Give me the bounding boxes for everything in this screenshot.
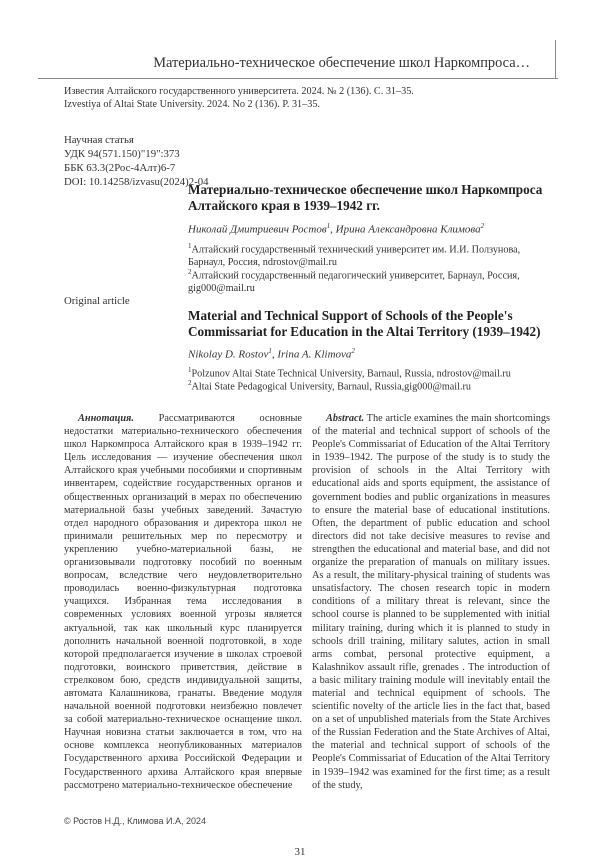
doi: DOI: 10.14258/izvasu(2024)2-04 bbox=[64, 176, 209, 188]
udc-code: УДК 94(571.150)"19":373 bbox=[64, 148, 180, 160]
ru-aff1-sup: 1 bbox=[188, 242, 192, 250]
journal-citation bbox=[64, 85, 414, 111]
en-aff1-sup: 1 bbox=[188, 366, 192, 374]
ru-title: Материально-техническое обеспечение школ Наркомпроса Алтайского края в 1939–1942 гг. bbox=[188, 182, 543, 213]
abstract-en-text: The article examines the main shortcomings of the material and technical support of schools of the People's Commissariat of Education of the Altai Territory in 1939–1942. The purpose of the study is to study the provision of schools in the Altai Territory with educational aids and sports equipment, the assistance of government bodies and public organizations in measures to ensure the material base of educational institutions. Often, the department of public education and school directors did not take decisive measures to revise and strengthen the educational and material base, and did not organize the preparation of manuals on military issues. As a result, the military-physical training of students was unsatisfactory. The chosen research topic in modern conditions of a military threat is relevant, since the school course is planned to be supplemented with initial military training, during which it is planned to study in schools drill training, military salutes, action in small arms combat, personal protective equipment, a Kalashnikov assault rifle, grenades . The introduction of a basic military training module will inevitably entail the material and technical equipment of schools. The scientific novelty of the article lies in the fact that, based on a set of unpublished materials from the State Archives of the Russian Federation and the State Archives of Altai, the material and technical support of schools of the People's Commissariat of Education of the Altai Territory in 1939–1942 was examined for the first time; as a result of the study, bbox=[312, 413, 550, 791]
en-author-2-sup: 2 bbox=[351, 347, 355, 355]
ru-author-2-sup: 2 bbox=[480, 222, 485, 230]
ru-aff2-text: Алтайский государственный педагогический университет, Барнаул, Россия, gig000@mail.ru bbox=[188, 270, 520, 295]
running-head-vertical-rule bbox=[555, 40, 556, 79]
en-author-sep: , bbox=[271, 348, 278, 361]
ru-authors bbox=[188, 222, 484, 236]
ru-aff2-sup: 2 bbox=[188, 268, 192, 276]
en-title: Material and Technical Support of Schools of the People's Commissariat for Education in the Altai Territory (1939–1942) bbox=[188, 308, 541, 339]
abstract-ru-lead: Аннотация. bbox=[78, 413, 134, 424]
bbk-code: ББК 63.3(2Рос-4Алт)6-7 bbox=[64, 162, 176, 174]
journal-citation-ru: Известия Алтайского государственного университета. 2024. № 2 (136). С. 31–35. bbox=[64, 86, 414, 97]
original-article-label: Original article bbox=[64, 295, 130, 307]
article-meta bbox=[64, 133, 209, 189]
en-author-1-sup: 1 bbox=[268, 347, 272, 355]
abstract-en-lead: Abstract. bbox=[326, 413, 365, 424]
running-head-title: Материально-техническое обеспечение школ Наркомпроса… bbox=[153, 55, 530, 71]
ru-aff1-text: Алтайский государственный технический университет им. И.И. Ползунова, Барнаул, Россия, ndrostov@mail.ru bbox=[188, 244, 521, 269]
article-type: Научная статья bbox=[64, 134, 134, 146]
ru-author-2: Ирина Александровна Климова bbox=[335, 223, 481, 236]
ru-affiliation-2 bbox=[188, 266, 548, 295]
copyright: © Ростов Н.Д., Климова И.А, 2024 bbox=[64, 816, 207, 826]
abstract-en bbox=[312, 412, 550, 792]
abstract-ru-text: Рассматриваются основные недостатки материально-технического обеспечения школ Наркомпроса Алтайского края в 1939–1942 гг. Цель исследования — изучение обеспечения школ Алтайского края учебными пособиями и спортивным инвентарем, содействие государственных органов и общественных организаций в мерах по обеспечению материальной базы учебных заведений. Зачастую отдел народного образования и директора школ не принимали решительных мер по пересмотру и укреплению учебно-материальной базы, не организовывали подготовку пособий по военным вопросам, вследствие чего неудовлетворительно проводилась военно-физкультурная подготовка учащихся. Избранная тема исследования в современных условиях военной угрозы является актуальной, так как школьный курс планируется дополнить начальной военной подготовкой, в ходе которой предполагается изучение в школах строевой подготовки, воинского приветствия, действие в стрелковом бою, средств индивидуальной защиты, автомата Калашникова, гранаты. Введение модуля начальной военной подготовки неизбежно повлечет за собой материально-техническое оснащение школ. Научная новизна статьи заключается в том, что на основе комплекса неопубликованных материалов Государственного архива Российской Федерации и Государственного архива Алтайского края впервые рассмотрено материально-техническое обеспечение bbox=[64, 413, 302, 791]
ru-author-sep: , bbox=[330, 223, 336, 236]
journal-citation-en: Izvestiya of Altai State University. 2024. No 2 (136). P. 31–35. bbox=[64, 99, 320, 110]
en-affiliation-2 bbox=[188, 377, 568, 393]
ru-author-1: Николай Дмитриевич Ростов bbox=[188, 223, 327, 236]
ru-author-1-sup: 1 bbox=[326, 222, 331, 230]
running-head-rule bbox=[38, 78, 558, 79]
en-aff2-text: Altai State Pedagogical University, Barnaul, Russia,gig000@mail.ru bbox=[191, 381, 471, 393]
page-number: 31 bbox=[294, 846, 306, 858]
abstract-ru bbox=[64, 412, 302, 792]
ru-affiliation-1 bbox=[188, 240, 548, 269]
en-authors bbox=[188, 347, 355, 361]
en-author-2: Irina A. Klimova bbox=[277, 348, 352, 361]
en-aff1-text: Polzunov Altai State Technical University, Barnaul, Russia, ndrostov@mail.ru bbox=[191, 368, 511, 380]
en-aff2-sup: 2 bbox=[188, 379, 192, 387]
en-author-1: Nikolay D. Rostov bbox=[188, 348, 269, 361]
